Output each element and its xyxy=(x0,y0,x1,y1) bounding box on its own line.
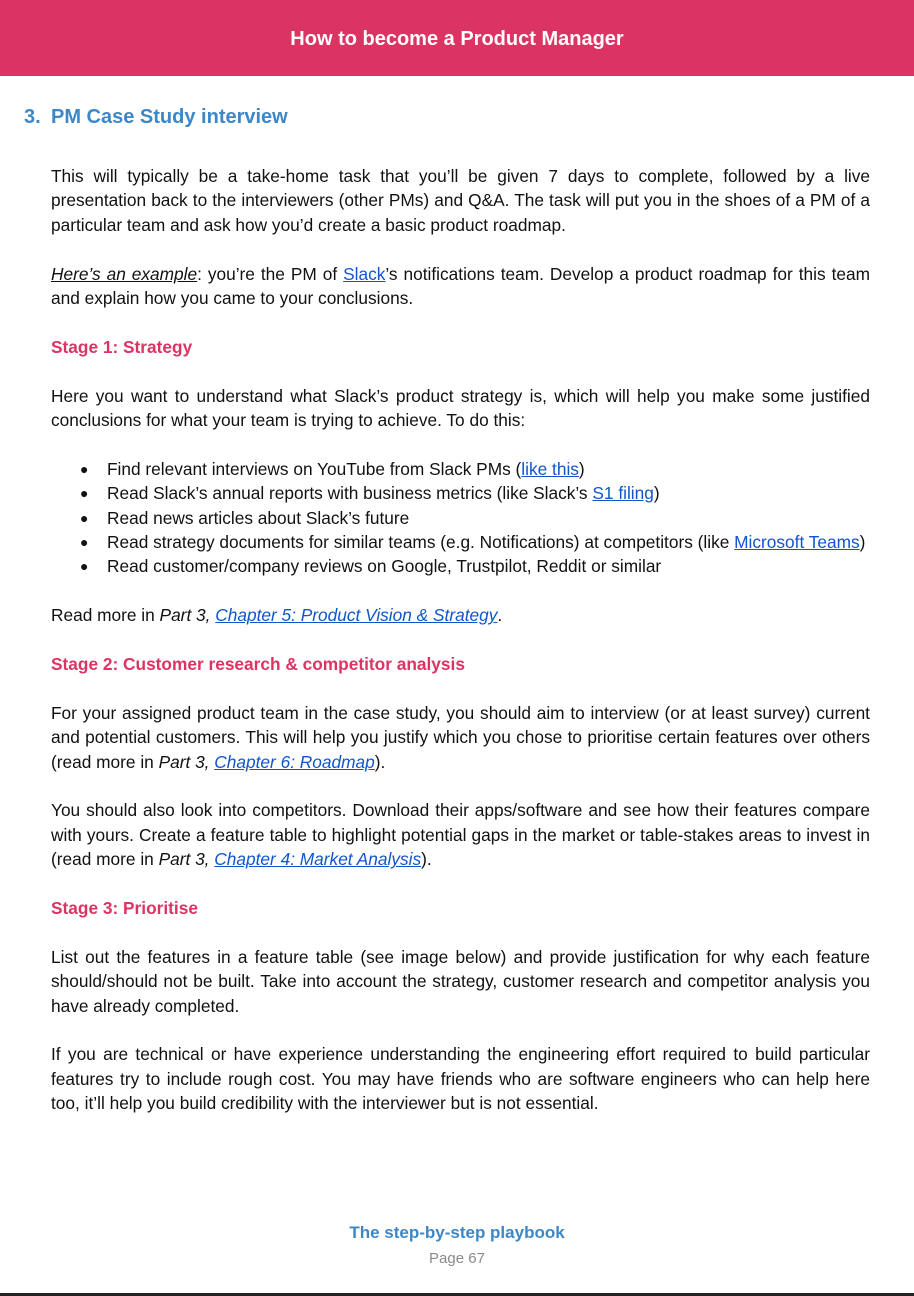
chapter6-link[interactable] xyxy=(214,752,374,772)
chapter5-link-text: Chapter 5: Product Vision & Strategy xyxy=(215,605,498,626)
stage3-paragraph-2: If you are technical or have experience understanding the engineering effort required to build particular features try to include rough cost. You may have friends who are software engineers who can help here too, it’ll help you build credibility with the interviewer but is not essential. xyxy=(51,1044,870,1114)
stage1-read-more xyxy=(51,603,870,627)
section-title-text: PM Case Study interview xyxy=(51,106,288,128)
stage2-paragraph-1 xyxy=(51,701,870,774)
section-number: 3. xyxy=(24,106,41,128)
page-number: Page 67 xyxy=(429,1250,485,1267)
chapter5-link[interactable] xyxy=(215,605,497,625)
read-more-text: Read more in xyxy=(51,605,160,626)
list-item-text: Read Slack’s annual reports with business metrics (like Slack’s xyxy=(107,483,593,504)
part-reference: Part 3, xyxy=(159,605,216,626)
section-title xyxy=(24,106,288,129)
read-more-end: . xyxy=(497,605,503,626)
stage1-heading: Stage 1: Strategy xyxy=(51,336,193,357)
chapter6-link-text: Chapter 6: Roadmap xyxy=(214,751,375,772)
list-item: ● Read customer/company reviews on Google, Trustpilot, Reddit or similar xyxy=(107,554,870,578)
list-item-text: Find relevant interviews on YouTube from Slack PMs ( xyxy=(107,458,522,479)
list-item: ● Read news articles about Slack’s future xyxy=(107,506,870,530)
page-content xyxy=(51,164,870,1140)
list-item xyxy=(107,530,870,554)
example-label: Here’s an example xyxy=(51,263,198,284)
document-header xyxy=(0,0,914,76)
header-title: How to become a Product Manager xyxy=(290,28,624,50)
chapter4-link-text: Chapter 4: Market Analysis xyxy=(214,849,422,870)
microsoft-teams-link[interactable]: Microsoft Teams xyxy=(734,532,860,553)
paragraph-end: ). xyxy=(421,849,432,870)
list-item-text: ) xyxy=(653,483,660,504)
footer-brand: The step-by-step playbook xyxy=(349,1223,565,1242)
example-text-rest: ’s notifications team. Develop a product roadmap for this team and explain how you came to your conclusions. xyxy=(51,263,871,309)
paragraph-text: You should also look into competitors. Download their apps/software and see how their features compare with yours. Create a feature table to highlight potential gaps in the market or table-stakes areas to invest in (read more in xyxy=(51,800,870,870)
example-paragraph xyxy=(51,262,870,311)
list-item-text: ) xyxy=(859,532,866,553)
paragraph-end: ). xyxy=(374,751,386,772)
stage1-paragraph: Here you want to understand what Slack’s product strategy is, which will help you make some justified conclusions for what your team is trying to achieve. To do this: xyxy=(51,385,870,431)
chapter4-link[interactable] xyxy=(214,849,421,869)
part-reference: Part 3, xyxy=(158,751,215,772)
like-this-link[interactable]: like this xyxy=(521,458,579,479)
stage3-paragraph-1: List out the features in a feature table (see image below) and provide justification for why each feature should/should not be built. Take into account the strategy, customer research and competitor analysis you have already completed. xyxy=(51,946,870,1016)
list-item-text: ) xyxy=(578,458,585,479)
example-text: : you’re the PM of xyxy=(197,263,344,284)
part-reference: Part 3, xyxy=(158,849,215,870)
intro-paragraph: This will typically be a take-home task that you’ll be given 7 days to complete, followed by a live presentation back to the interviewers (other PMs) and Q&A. The task will put you in the shoes of a PM of a particular team and ask how you’d create a basic product roadmap. xyxy=(51,166,870,235)
list-item-text: Read strategy documents for similar teams (e.g. Notifications) at competitors (like xyxy=(107,532,735,553)
stage3-heading: Stage 3: Prioritise xyxy=(51,898,198,919)
list-item xyxy=(107,457,870,481)
list-item xyxy=(107,481,870,505)
stage2-paragraph-2 xyxy=(51,798,870,871)
stage2-heading: Stage 2: Customer research & competitor analysis xyxy=(51,654,465,675)
stage1-bullet-list xyxy=(51,457,870,579)
paragraph-text: For your assigned product team in the case study, you should aim to interview (or at least survey) current and potential customers. This will help you justify which you chose to prioritise certain features over others (read more in xyxy=(51,702,870,772)
s1-filing-link[interactable]: S1 filing xyxy=(592,483,654,504)
slack-link[interactable]: Slack xyxy=(343,263,386,284)
